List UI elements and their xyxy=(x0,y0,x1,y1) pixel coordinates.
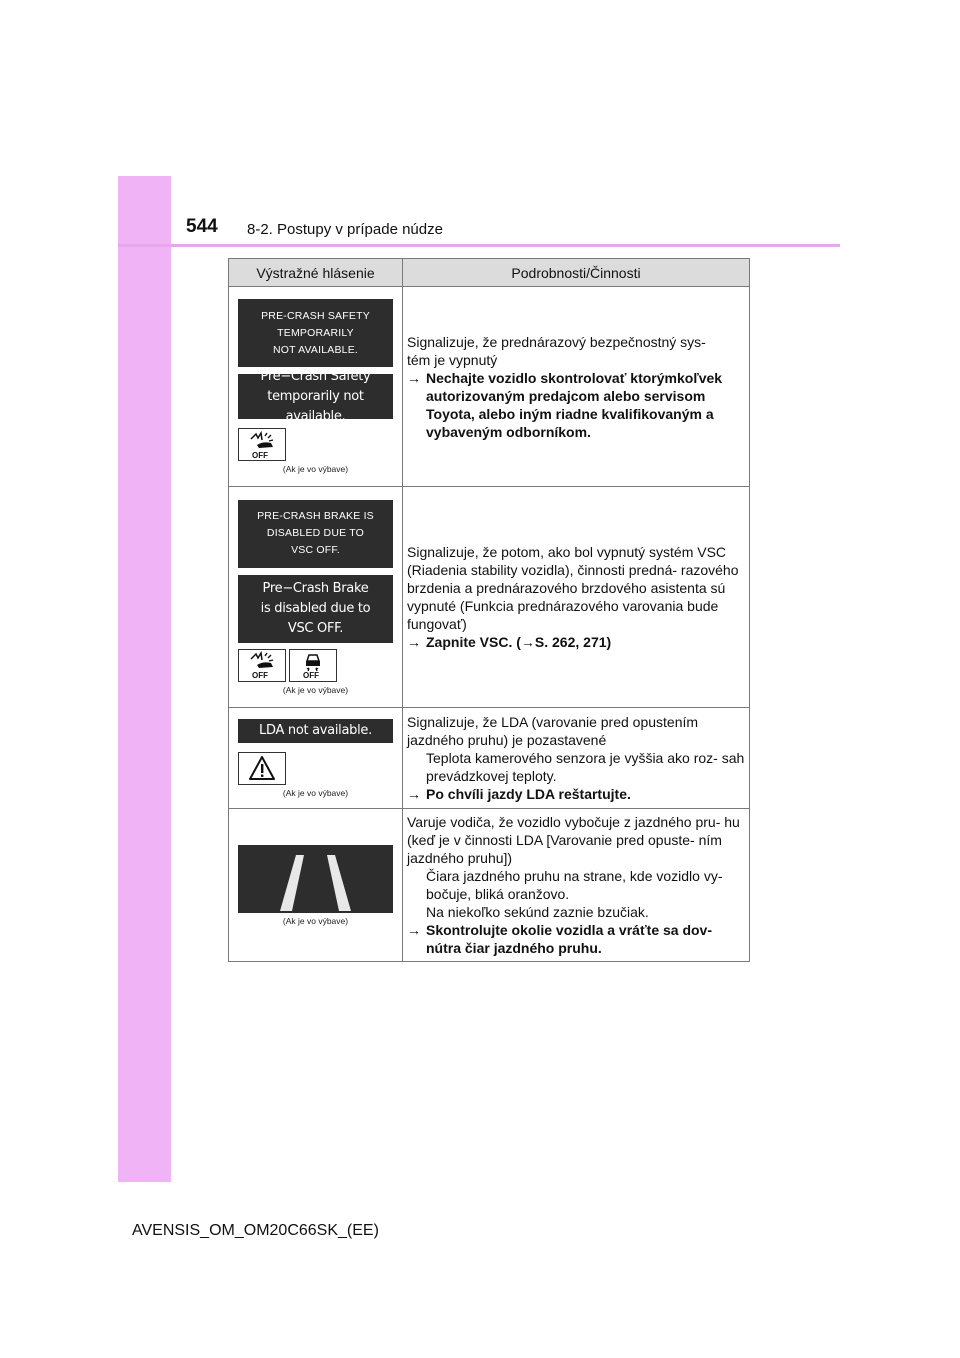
warning-triangle-icon xyxy=(238,752,286,785)
svg-text:OFF: OFF xyxy=(303,671,319,679)
optional-equipment-note: (Ak je vo výbave) xyxy=(282,787,349,798)
arrow-icon: → xyxy=(407,786,421,802)
lane-lines-icon xyxy=(238,845,393,913)
header-rule xyxy=(118,244,840,247)
details-cell: Signalizuje, že prednárazový bezpečnostný sys- tém je vypnutý → Nechajte vozidlo skontrolovať ktorýmkoľvek autorizovaným predajcom alebo servisom Toyota, alebo iným riadne kvalifikovaným a vybaveným odborníkom. xyxy=(403,287,750,487)
display-message-graphic: LDA not available. xyxy=(238,719,393,743)
svg-text:OFF: OFF xyxy=(252,450,268,459)
display-message-graphic: Pre−Crash Brake is disabled due to VSC OFF. xyxy=(238,575,393,643)
column-header-details: Podrobnosti/Činnosti xyxy=(403,259,750,287)
warning-message-table xyxy=(228,258,750,962)
chapter-side-band xyxy=(118,176,171,1182)
section-title: 8-2. Postupy v prípade núdze xyxy=(247,221,443,238)
message-cell xyxy=(229,287,403,487)
display-message-graphic: Pre−Crash Safety temporarily not available. xyxy=(238,374,393,419)
details-cell: Varuje vodiča, že vozidlo vybočuje z jazdného pru- hu (keď je v činnosti LDA [Varovanie pred opuste- ním jazdného pruhu]) Čiara jazdného pruhu na strane, kde vozidlo vy- bočuje, bliká oranžovo. Na niekoľko sekúnd zaznie bzučiak. → Skontrolujte okolie vozidla a vráťte sa dov- nútra čiar jazdného pruhu. xyxy=(403,809,750,962)
message-cell xyxy=(229,809,403,962)
table-row xyxy=(229,708,750,809)
action-instruction: → Zapnite VSC. (→S. 262, 271) xyxy=(407,634,612,650)
table-header-row xyxy=(229,259,750,287)
details-cell: Signalizuje, že potom, ako bol vypnutý systém VSC (Riadenia stability vozidla), činnosti predná- razového brzdenia a prednárazového brzdového asistenta sú vypnuté (Funkcia prednárazového varovania bude fungovať) → Zapnite VSC. (→S. 262, 271) xyxy=(403,487,750,708)
arrow-icon: → xyxy=(407,369,421,386)
action-instruction: → Skontrolujte okolie vozidla a vráťte sa dov- nútra čiar jazdného pruhu. xyxy=(407,922,713,956)
vsc-off-icon xyxy=(289,649,337,682)
action-instruction: → Nechajte vozidlo skontrolovať ktorýmkoľvek autorizovaným predajcom alebo servisom Toyota, alebo iným riadne kvalifikovaným a vybaveným odborníkom. xyxy=(407,369,723,440)
details-cell: Signalizuje, že LDA (varovanie pred opustením jazdného pruhu) je pozastavené Teplota kamerového senzora je vyššia ako roz- sah prevádzkovej teploty. → Po chvíli jazdy LDA reštartujte. xyxy=(403,708,750,809)
optional-equipment-note: (Ak je vo výbave) xyxy=(282,684,349,695)
optional-equipment-note: (Ak je vo výbave) xyxy=(282,464,349,474)
column-header-message: Výstražné hlásenie xyxy=(229,259,403,287)
action-instruction: → Po chvíli jazdy LDA reštartujte. xyxy=(407,786,631,802)
display-message-caps: PRE-CRASH SAFETY TEMPORARILY NOT AVAILABLE. xyxy=(238,299,393,367)
message-cell xyxy=(229,708,403,809)
table-row xyxy=(229,287,750,487)
message-cell xyxy=(229,487,403,708)
table-row xyxy=(229,487,750,708)
arrow-icon: → xyxy=(407,634,421,650)
page-number: 544 xyxy=(186,216,218,237)
table-row xyxy=(229,809,750,962)
pre-crash-off-icon xyxy=(238,428,286,461)
optional-equipment-note: (Ak je vo výbave) xyxy=(282,915,349,926)
display-message-caps: PRE-CRASH BRAKE IS DISABLED DUE TO VSC OFF. xyxy=(238,500,393,568)
svg-text:OFF: OFF xyxy=(252,671,268,679)
pre-crash-off-icon xyxy=(238,649,286,682)
arrow-icon: → xyxy=(407,922,421,938)
document-code: AVENSIS_OM_OM20C66SK_(EE) xyxy=(132,1222,379,1239)
